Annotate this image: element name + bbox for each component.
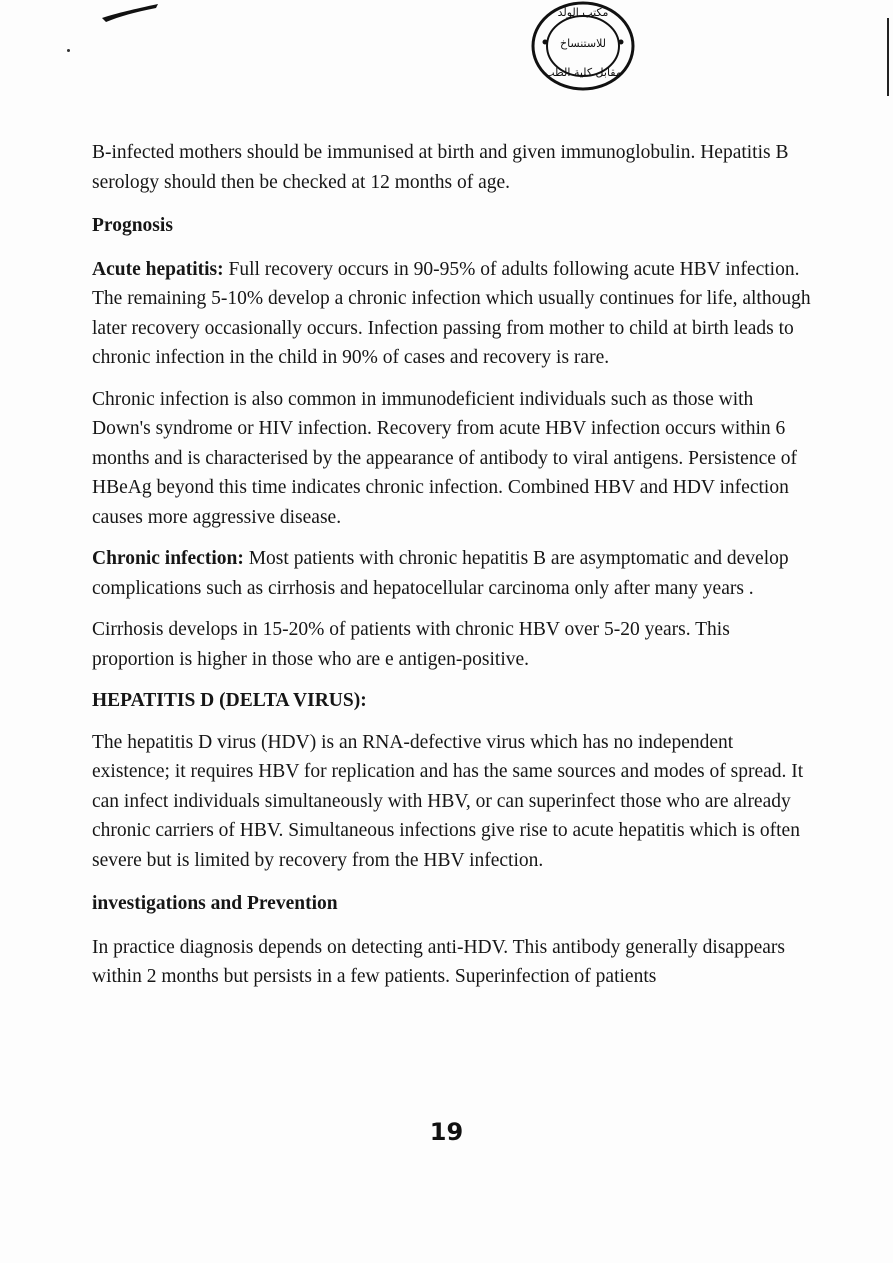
- heading-hepatitis-d: HEPATITIS D (DELTA VIRUS):: [92, 690, 367, 711]
- lead-chronic-infection: Chronic infection:: [92, 548, 244, 569]
- heading-investigations: investigations and Prevention: [92, 893, 338, 914]
- chronic-infection-body: Most patients with chronic hepatitis B are asymptomatic and develop complications such as cirrhosis and hepatocellular carcinoma only after many years .: [92, 548, 789, 599]
- paragraph-chronic-common: Chronic infection is also common in immunodeficient individuals such as those with Down's syndrome or HIV infection. Recovery from acute HBV infection occurs within 6 months and is characterised by the appearance of antibody to viral antigens. Persistence of HBeAg beyond this time indicates chronic infection. Combined HBV and HDV infection causes more aggressive disease.: [92, 388, 798, 528]
- stamp-top-text: مكتب الولد: [557, 6, 609, 19]
- body-text: [92, 138, 812, 992]
- heading-prognosis: Prognosis: [92, 215, 173, 236]
- lead-acute-hepatitis: Acute hepatitis:: [92, 258, 224, 280]
- paragraph-chronic-infection: [92, 544, 812, 603]
- paragraph-immunisation: B-infected mothers should be immunised at birth and given immunoglobulin. Hepatitis B serology should then be checked at 12 months of age.: [92, 142, 789, 193]
- stamp-middle-text: للاستنساخ: [559, 37, 607, 50]
- pen-stroke-mark: [100, 2, 162, 24]
- acute-hepatitis-body: Full recovery occurs in 90-95% of adults following acute HBV infection. The remaining 5-10% develop a chronic infection which usually continues for life, although later recovery occasionally occurs. Infection passing from mother to child at birth leads to chronic infection in the child in 90% of cases and recovery is rare.: [92, 258, 811, 368]
- paragraph-diagnosis: In practice diagnosis depends on detecting anti-HDV. This antibody generally disappears within 2 months but persists in a few patients. Superinfection of patients: [92, 936, 785, 987]
- page-number: 19: [429, 1118, 464, 1146]
- page-edge-line: [887, 18, 889, 96]
- stamp-text-group: [527, 0, 639, 96]
- paragraph-acute-hepatitis: [92, 255, 812, 373]
- paragraph-hdv: The hepatitis D virus (HDV) is an RNA-defective virus which has no independent existence; it requires HBV for replication and has the same sources and modes of spread. It can infect individuals simultaneously with HBV, or can superinfect those who are already chronic carriers of HBV. Simultaneous infections give rise to acute hepatitis which is often severe but is limited by recovery from the HBV infection.: [92, 731, 804, 871]
- stamp-bottom-text: مقابل كلية الطب: [544, 66, 622, 79]
- speck-mark: [67, 49, 70, 52]
- paragraph-cirrhosis: Cirrhosis develops in 15-20% of patients with chronic HBV over 5-20 years. This proportion is higher in those who are e antigen-positive.: [92, 619, 730, 670]
